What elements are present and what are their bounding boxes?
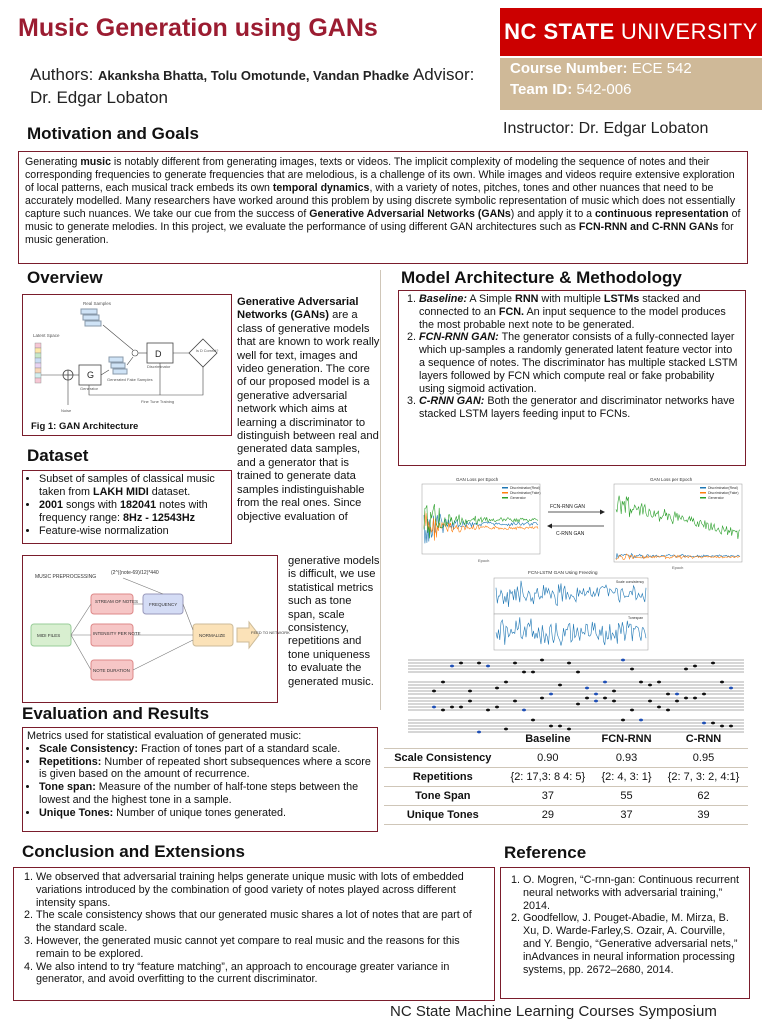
svg-text:MIDI FILES: MIDI FILES — [37, 633, 61, 638]
svg-text:Discriminator(Fake): Discriminator(Fake) — [708, 491, 739, 495]
evaluation-heading: Evaluation and Results — [22, 704, 210, 723]
table-row: Unique Tones 29 37 39 — [384, 806, 748, 825]
preprocessing-diagram — [22, 555, 290, 703]
svg-text:FREQUENCY: FREQUENCY — [149, 602, 178, 607]
method-list — [398, 290, 746, 466]
conclusion-item: 1. We observed that adversarial training helps generate unique music with lots of embedded variations introduced by the combination of good variety of notes played across different intensity spans. — [36, 871, 488, 909]
svg-text:Generator: Generator — [708, 496, 724, 500]
results-charts — [404, 474, 748, 724]
svg-text:GAN Loss per Epoch: GAN Loss per Epoch — [456, 477, 499, 482]
svg-text:Real Samples: Real Samples — [83, 301, 112, 306]
svg-text:NOTE DURATION: NOTE DURATION — [93, 668, 130, 673]
svg-text:Discriminator(Fake): Discriminator(Fake) — [510, 491, 541, 495]
svg-text:STREAM OF NOTES: STREAM OF NOTES — [95, 599, 139, 604]
table-header-row: Baseline FCN-RNN C-RNN — [384, 730, 748, 749]
authors-line: Authors: Akanksha Bhatta, Tolu Omotunde, Vandan Phadke Advisor: Dr. Edgar Lobaton — [30, 65, 475, 107]
instructor: Instructor: Dr. Edgar Lobaton — [503, 120, 709, 137]
method-item-fcn-rnn: 2. FCN-RNN GAN: The generator consists of a fully-connected layer which up-samples a randomly generated latent feature vector into a sequence of notes. The discriminator has multiple stacked LSTM layers followed by FCN which compute real or fake probability using sigmoid activation. — [419, 331, 741, 395]
motivation-heading: Motivation and Goals — [27, 124, 199, 143]
svg-text:Tonespan: Tonespan — [628, 616, 644, 620]
generated-score-staff-2 — [408, 697, 744, 734]
conclusion-list — [13, 867, 495, 1001]
conclusion-item: 4. We also intend to try “feature matching”, an approach to encourage greater variance in generator, and avoid overfitting to the current discriminator. — [36, 961, 488, 987]
table-row: Repetitions {2: 17,3: 8 4: 5} {2: 4, 3: 1} {2: 7, 3: 2, 4:1} — [384, 768, 748, 787]
svg-text:FCN-RNN GAN: FCN-RNN GAN — [550, 504, 585, 510]
reference-heading: Reference — [504, 843, 587, 862]
conclusion-heading: Conclusion and Extensions — [22, 842, 245, 861]
method-item-c-rnn: 3. C-RNN GAN: Both the generator and discriminator networks have stacked LSTM layers feeding input to FCNs. — [419, 395, 741, 421]
svg-text:Fine Tune Training: Fine Tune Training — [141, 399, 175, 404]
svg-text:NORMALIZE: NORMALIZE — [199, 633, 226, 638]
dataset-list — [22, 470, 232, 544]
results-table — [384, 730, 748, 825]
author-names: Akanksha Bhatta, Tolu Omotunde, Vandan Phadke — [98, 68, 410, 83]
svg-text:Scale consistency: Scale consistency — [616, 580, 645, 584]
metric-item: • Tone span: Measure of the number of half-tone steps between the lowest and the highest tone in a sample. — [39, 781, 373, 807]
svg-text:Latent Space: Latent Space — [33, 333, 60, 338]
svg-text:GAN Loss per Epoch: GAN Loss per Epoch — [650, 477, 693, 482]
table-row: Scale Consistency 0.90 0.93 0.95 — [384, 749, 748, 768]
overview-text: Generative Adversarial Networks (GANs) are a class of generative models that are known to work really well for text, images and video generation. The core of our proposed model is a generative adversarial network which aims at learning a discriminator to distinguish between real and generated data samples, and a generator that is trained to generate data samples indistinguishable from the real ones. Since objective evaluation of — [237, 296, 380, 523]
svg-text:(2^((note-69)/12)*440: (2^((note-69)/12)*440 — [111, 570, 159, 576]
dataset-heading: Dataset — [27, 446, 89, 465]
method-item-baseline: 1. Baseline: A Simple RNN with multiple LSTMs stacked and connected to an FCN. An input sequence to the model produces the most probable next note to be generated. — [419, 293, 741, 331]
svg-text:Generator: Generator — [510, 496, 526, 500]
team-id: Team ID: 542-006 — [510, 81, 632, 98]
svg-text:Fig 1: GAN Architecture: Fig 1: GAN Architecture — [31, 421, 139, 432]
method-heading: Model Architecture & Methodology — [401, 268, 682, 287]
metric-item: • Scale Consistency: Fraction of tones part of a standard scale. — [39, 743, 373, 756]
motivation-text: Generating music is notably different from generating images, texts or videos. The implicit complexity of modeling the sequence of notes and their corresponding frequencies to generate frequencies that are melodious, is a challenge of its own. While images and videos require extensive exploration of local patterns, each musical track embeds its own temporal dynamics, with a variety of notes, pitches, tones and other nuances that need to be accurately modelled. Many researchers have worked around this problem by using discrete symbolic representation of music which does not essentially capture such nuances. We take our cue from the success of Generative Adversarial Networks (GANs) and apply it to a continuous representation of music to generate melodies. In this project, we evaluate the performance of using different GAN architectures such as FCN-RNN and C-RNN GANs for music generation. — [18, 151, 748, 264]
reference-item: 2. Goodfellow, J. Pouget-Abadie, M. Mirza, B. Xu, D. Warde-Farley,S. Ozair, A. Courville, and Y. Bengio, “Generative adversarial nets,” inAdvances in neural information processing systems, pp. 2672–2680, 2014. — [523, 912, 743, 976]
svg-text:Generated Fake Samples: Generated Fake Samples — [107, 377, 153, 382]
course-info-box — [500, 58, 762, 110]
svg-text:Noise: Noise — [61, 408, 72, 413]
metric-item: • Unique Tones: Number of unique tones generated. — [39, 807, 373, 820]
svg-text:Discriminator(Real): Discriminator(Real) — [510, 486, 540, 490]
svg-text:MUSIC PREPROCESSING: MUSIC PREPROCESSING — [35, 574, 97, 580]
table-row: Tone Span 37 55 62 — [384, 787, 748, 806]
dataset-item: • Feature-wise normalization — [39, 525, 227, 538]
footer: NC State Machine Learning Courses Symposium — [390, 1003, 717, 1020]
svg-text:Is D Correct?: Is D Correct? — [196, 349, 219, 353]
conclusion-item: 3. However, the generated music cannot yet compare to real music and the reasons for this remain to be explored. — [36, 935, 488, 961]
svg-text:C-RNN GAN: C-RNN GAN — [556, 531, 585, 537]
metric-item: • Repetitions: Number of repeated short subsequences where a score is given based on the amount of recurrence. — [39, 756, 373, 782]
generated-score-staff-1 — [408, 659, 744, 696]
dataset-item: • Subset of samples of classical music taken from LAKH MIDI dataset. — [39, 473, 227, 499]
poster-title: Music Generation using GANs — [18, 14, 378, 42]
course-number: Course Number: ECE 542 — [510, 60, 692, 77]
svg-text:Generator: Generator — [80, 386, 99, 391]
dataset-item: • 2001 songs with 182041 notes with frequency range: 8Hz - 12543Hz — [39, 499, 227, 525]
svg-text:D: D — [155, 349, 162, 359]
svg-text:Epoch: Epoch — [672, 565, 684, 570]
reference-list — [500, 867, 750, 999]
overview-text-continued: generative models is difficult, we use statistical metrics such as tone span, scale consistency, repetitions and tone uniqueness to evaluate the generated music. — [288, 555, 380, 688]
overview-heading: Overview — [27, 268, 103, 287]
svg-text:Epoch: Epoch — [478, 558, 490, 563]
evaluation-metrics: Metrics used for statistical evaluation of generated music: • Scale Consistency: Fraction of tones part of a standard scale. • Repetitions: Number of repeated short subsequences where a score is given based on the amount of recurrence. • Tone span: Measure of the number of half-tone steps between the lowest and the highest tone in a sample. • Unique Tones: Number of unique tones generated. — [22, 727, 378, 832]
svg-text:FEED TO NETWORK: FEED TO NETWORK — [251, 630, 290, 635]
svg-text:Discriminator(Real): Discriminator(Real) — [708, 486, 738, 490]
svg-text:Discriminator: Discriminator — [147, 364, 171, 369]
conclusion-item: 2. The scale consistency shows that our generated music shares a lot of notes that are part of the standard scale. — [36, 909, 488, 935]
svg-text:G: G — [87, 370, 95, 380]
svg-text:INTENSITY PER NOTE: INTENSITY PER NOTE — [93, 631, 141, 636]
advisor-name: Dr. Edgar Lobaton — [30, 88, 168, 107]
reference-item: 1. O. Mogren, “C-rnn-gan: Continuous recurrent neural networks with adversarial training,” 2014. — [523, 874, 743, 912]
svg-text:FCN-LSTM GAN Using Freezing: FCN-LSTM GAN Using Freezing — [528, 571, 598, 576]
gan-architecture-figure — [22, 294, 232, 436]
university-logo: NC STATE UNIVERSITY — [500, 8, 762, 56]
